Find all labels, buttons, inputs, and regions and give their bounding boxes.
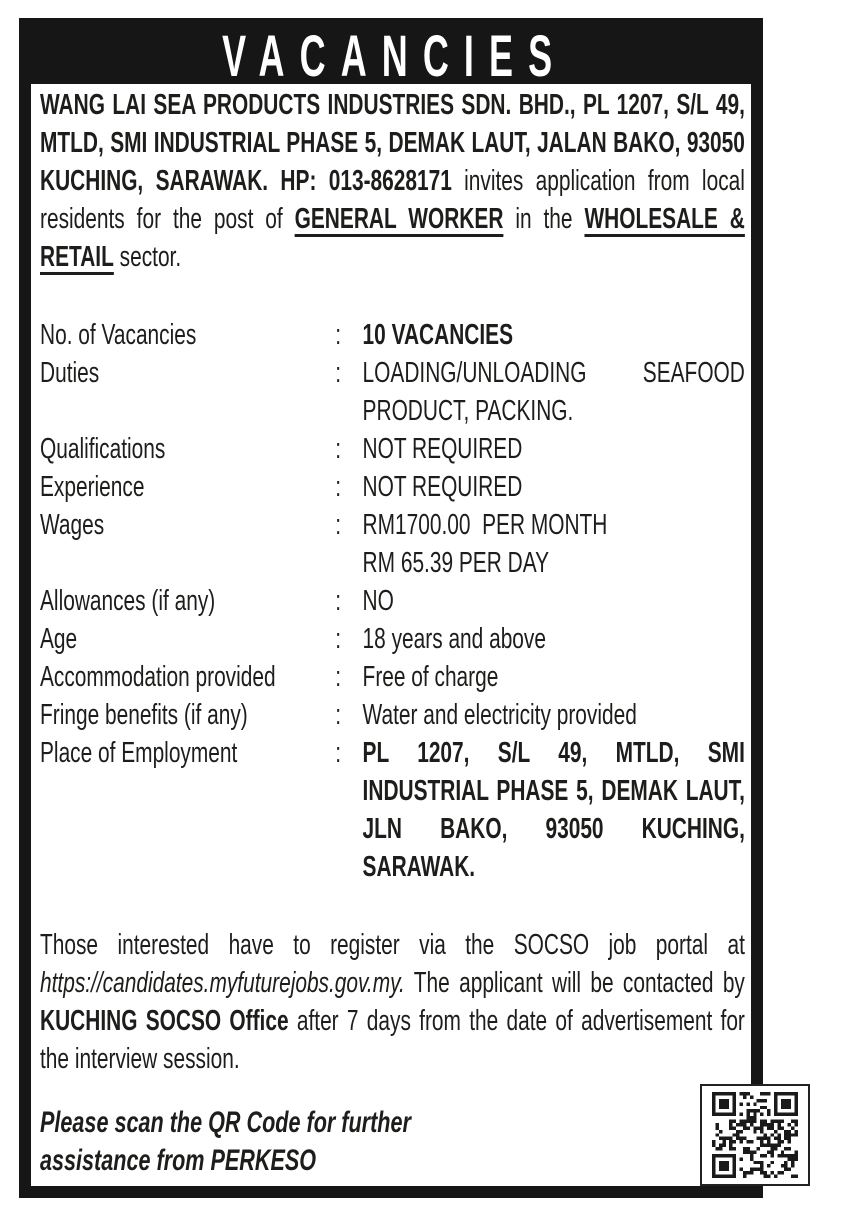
detail-label: Fringe benefits (if any) — [40, 699, 248, 731]
ad-body — [31, 84, 751, 1186]
vacancy-ad — [19, 18, 763, 1198]
text-segment: KUCHING SOCSO Office — [40, 1005, 289, 1037]
detail-colon: : — [335, 509, 342, 541]
detail-label: Experience — [40, 471, 145, 503]
detail-value: Free of charge — [362, 661, 499, 693]
detail-label: Accommodation provided — [40, 661, 276, 693]
detail-label: Age — [40, 623, 78, 655]
ad-header-bar — [31, 30, 751, 84]
detail-colon: : — [335, 471, 342, 503]
text-segment: in the — [503, 203, 585, 235]
detail-value: 18 years and above — [362, 623, 546, 655]
detail-value-line: RM1700.00 PER MONTH — [362, 509, 608, 541]
text-segment: invites application from local residents for the post of — [40, 165, 745, 235]
detail-value — [363, 506, 745, 582]
text-segment: WHOLESALE & RETAIL — [40, 203, 745, 273]
text-segment: The applicant will be contacted by — [404, 967, 745, 999]
detail-value-line: RM 65.39 PER DAY — [362, 547, 550, 579]
closing-paragraph — [40, 926, 745, 1078]
detail-colon: : — [335, 433, 342, 465]
detail-value: LOADING/UNLOADING SEAFOOD PRODUCT, PACKING. — [362, 357, 751, 427]
text-segment: Those interested have to register via the SOCSO job portal at — [40, 929, 745, 961]
detail-colon: : — [335, 699, 342, 731]
intro-paragraph — [40, 86, 745, 276]
detail-value: NO — [362, 585, 394, 617]
detail-label: Qualifications — [40, 433, 166, 465]
text-segment: GENERAL WORKER — [294, 203, 504, 235]
qr-note-wrap — [40, 1084, 700, 1180]
detail-colon: : — [335, 585, 342, 617]
text-segment: after 7 days from the date of advertisement for the interview session. — [40, 1005, 745, 1075]
detail-label: Allowances (if any) — [40, 585, 216, 617]
detail-colon: : — [335, 661, 342, 693]
detail-label: No. of Vacancies — [40, 319, 197, 351]
detail-label: Duties — [40, 357, 100, 389]
detail-value: Water and electricity provided — [362, 699, 637, 731]
detail-value: NOT REQUIRED — [362, 471, 523, 503]
detail-colon: : — [335, 357, 342, 389]
ad-text-block — [40, 86, 751, 1078]
detail-label: Wages — [40, 509, 105, 541]
text-segment: WANG LAI SEA PRODUCTS INDUSTRIES SDN. BHD., PL 1207, S/L 49, MTLD, SMI INDUSTRIAL PHASE 5, DEMAK LAUT, JALAN BAKO, 93050 KUCHING, SARAWAK. HP: 013-8628171 — [40, 89, 745, 197]
text-segment: sector. — [113, 241, 182, 273]
ad-title: VACANCIES — [222, 30, 568, 84]
detail-value: PL 1207, S/L 49, MTLD, SMI INDUSTRIAL PHASE 5, DEMAK LAUT, JLN BAKO, 93050 KUCHING, SARAWAK. — [362, 737, 751, 883]
footer-row — [40, 1084, 745, 1186]
qr-note: Please scan the QR Code for further assistance from PERKESO — [40, 1106, 411, 1177]
detail-colon: : — [335, 623, 342, 655]
detail-colon: : — [335, 319, 342, 351]
detail-label: Place of Employment — [40, 737, 238, 769]
details-table — [40, 316, 751, 886]
qr-code-icon — [700, 1084, 810, 1186]
detail-value: 10 VACANCIES — [362, 319, 514, 351]
detail-value: NOT REQUIRED — [362, 433, 523, 465]
text-segment: https://candidates.myfuturejobs.gov.my. — [40, 967, 405, 999]
detail-colon: : — [335, 737, 342, 769]
